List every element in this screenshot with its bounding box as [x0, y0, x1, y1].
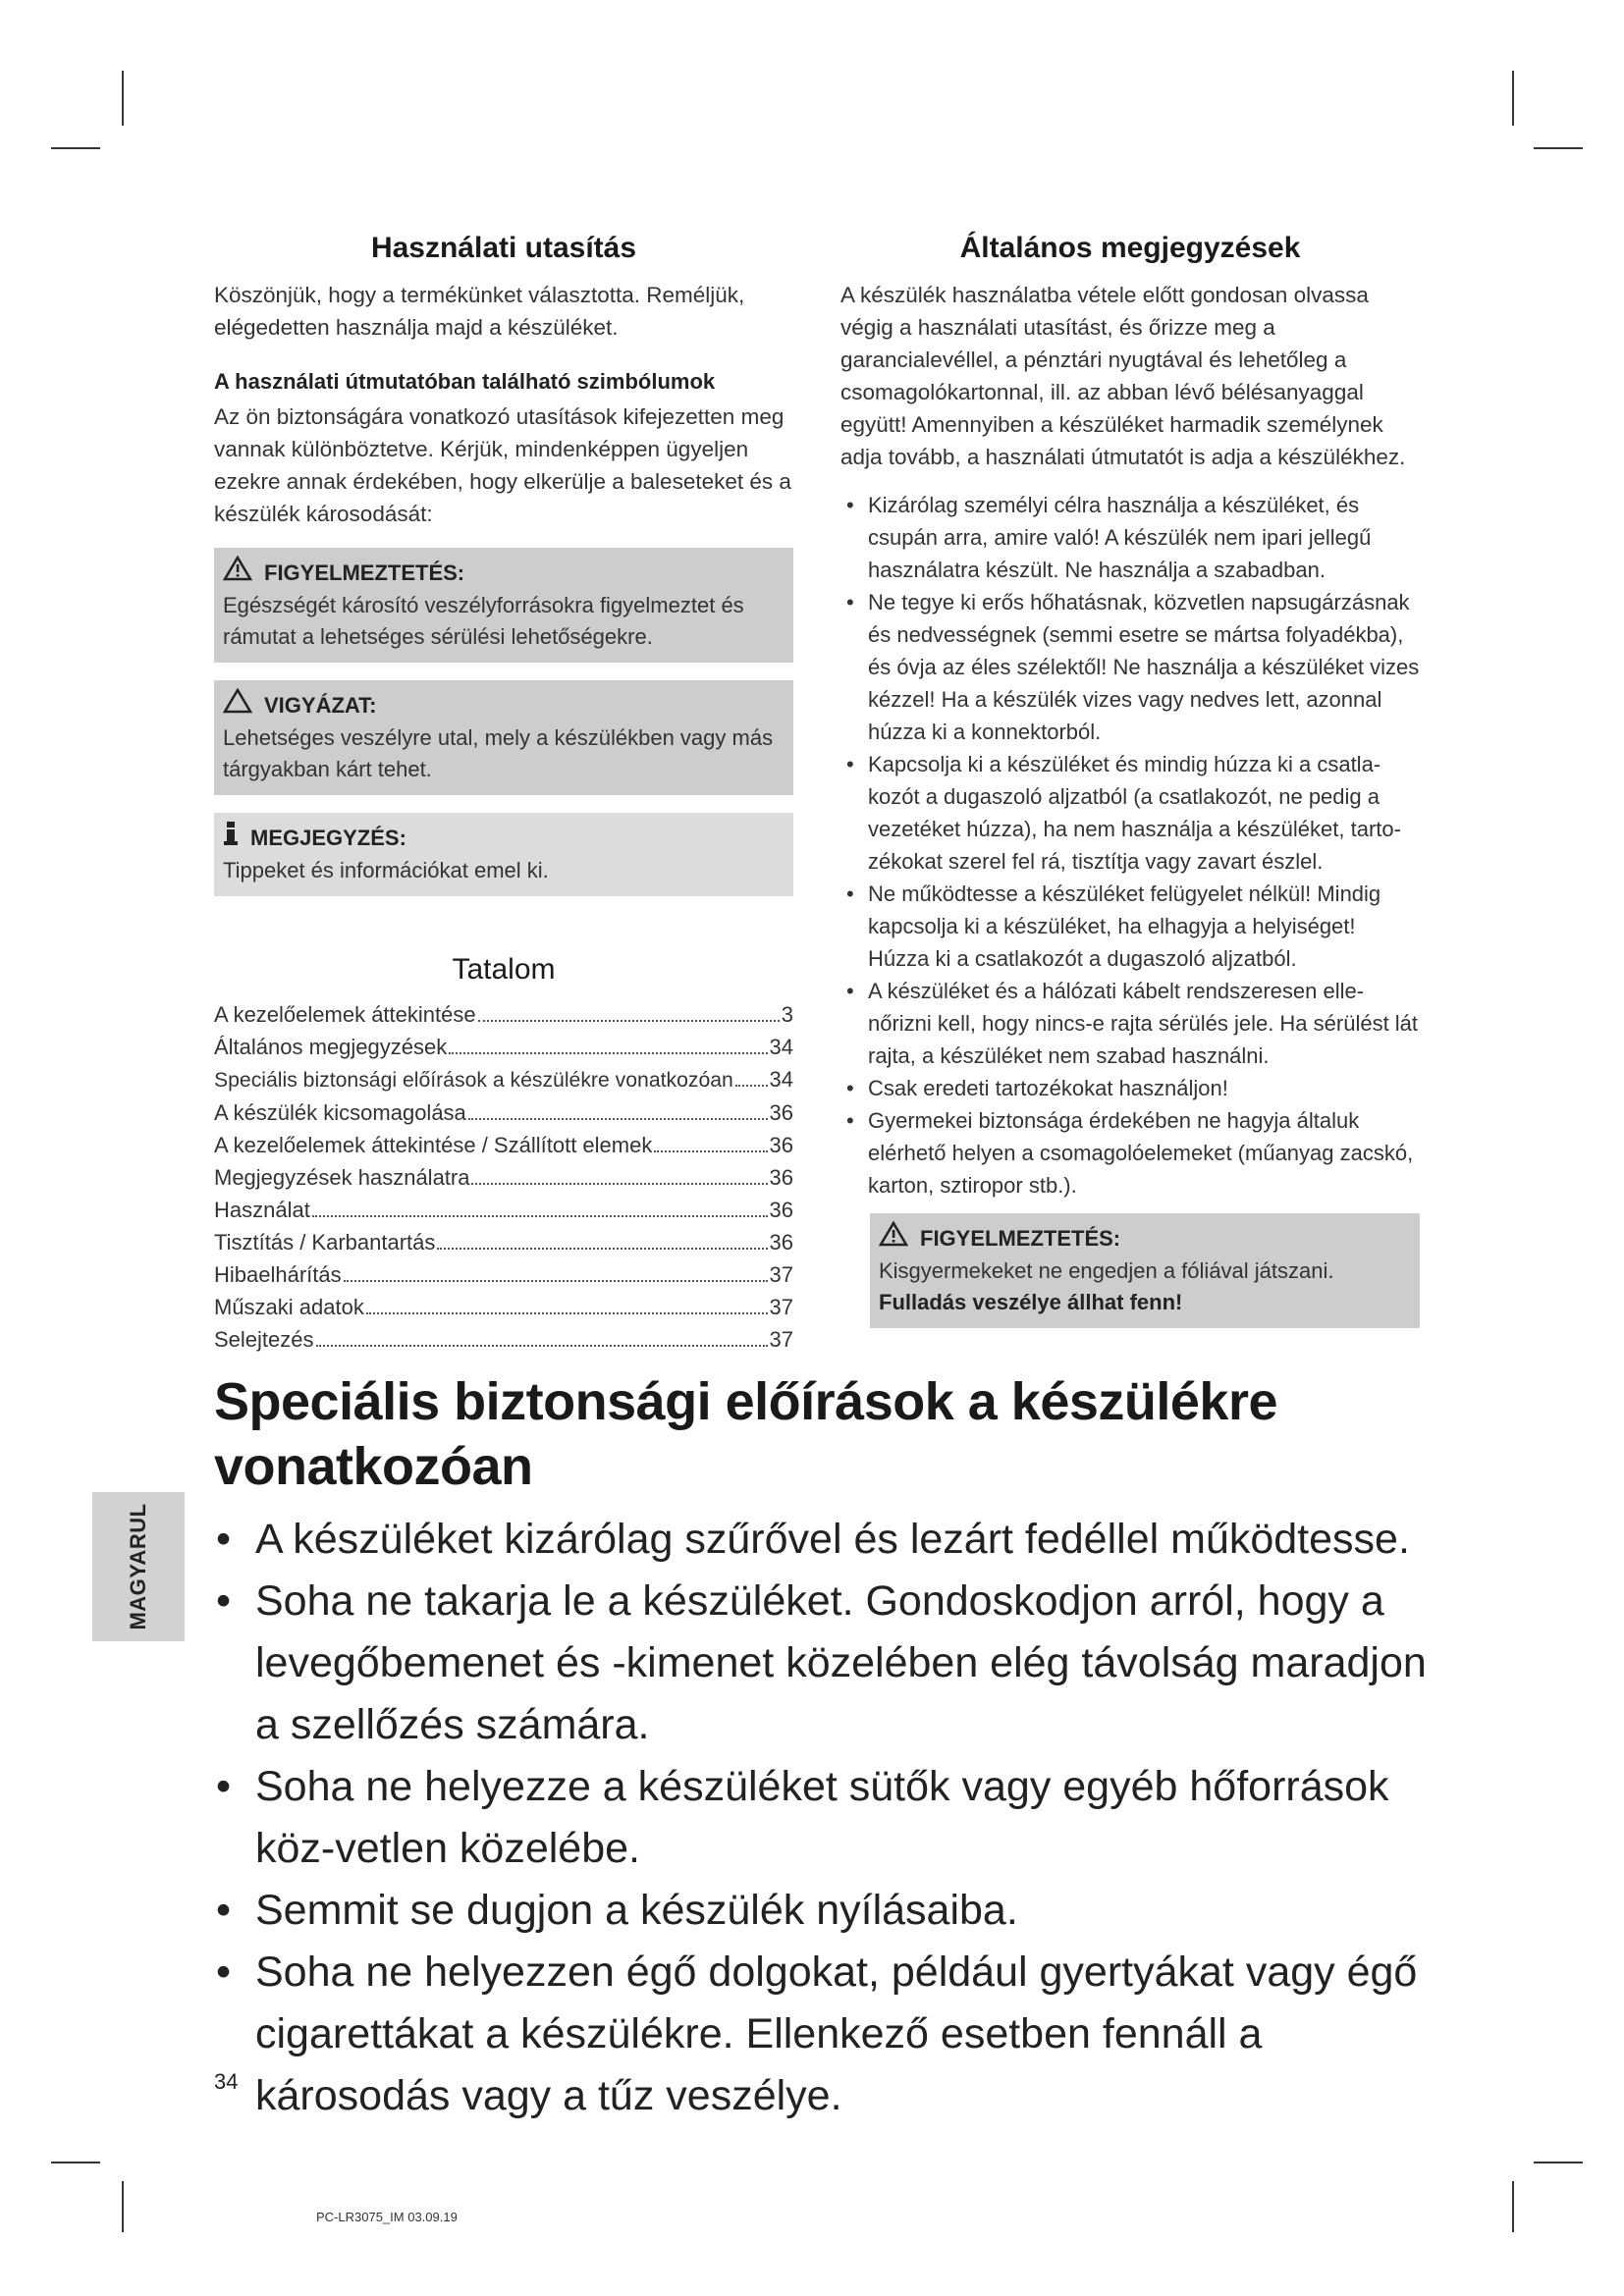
crop-mark: [122, 2181, 124, 2232]
toc-row-title: Általános megjegyzések: [214, 1035, 448, 1059]
left-column: [214, 232, 793, 1356]
list-item: • A készüléket és a hálózati kábelt rendszeresen elle-nőrizni kell, hogy nincs-e rajta sérülés jele. Ha sérülést lát rajta, a készüléket nem szabad használni.: [840, 975, 1420, 1072]
foil-warning-box: [870, 1213, 1420, 1328]
toc-row-page: 36: [769, 1100, 793, 1125]
foil-warning-label: FIGYELMEZTETÉS:: [920, 1225, 1121, 1251]
warning-text: Egészségét károsító veszélyforrásokra figyelmeztet és rámutat a lehetséges sérülési lehetőségekre.: [223, 593, 744, 649]
list-item: • Soha ne helyezze a készüléket sütők vagy egyéb hőforrások köz-vetlen közelébe.: [214, 1756, 1432, 1880]
toc-row-title: Hibaelhárítás: [214, 1262, 342, 1287]
caution-triangle-icon: [223, 688, 252, 722]
list-item: • Soha ne helyezzen égő dolgokat, például gyertyákat vagy égő cigarettákat a készülékre. Ellenkező esetben fennáll a károsodás vagy a tűz veszélye.: [214, 1942, 1432, 2127]
symbols-heading: A használati útmutatóban található szimbólumok: [214, 369, 716, 394]
note-label: MEGJEGYZÉS:: [250, 825, 406, 850]
crop-mark: [1512, 71, 1514, 126]
toc-title: Tatalom: [452, 953, 556, 986]
toc-row-title: Megjegyzések használatra: [214, 1165, 470, 1190]
toc-row[interactable]: [214, 1258, 793, 1291]
toc-row-title: A készülék kicsomagolása: [214, 1100, 466, 1125]
foil-warning-bold-text: Fulladás veszélye állhat fenn!: [879, 1290, 1183, 1314]
general-notes-title: Általános megjegyzések: [959, 232, 1301, 264]
toc-row[interactable]: [214, 1096, 793, 1129]
toc-row[interactable]: [214, 1129, 793, 1161]
crop-mark: [1534, 147, 1583, 149]
list-item: • Kapcsolja ki a készüléket és mindig húzza ki a csatla-kozót a dugaszoló aljzatból (a csatlakozót, ne pedig a vezetéket húzza), ha nem használja a készüléket, tarto-zékokat szerel fel rá, tisztítja vagy zavart észlel.: [840, 748, 1420, 878]
list-item: • Soha ne takarja le a készüléket. Gondoskodjon arról, hogy a levegőbemenet és -kimenet közelében elég távolság maradjon a szellőzés számára.: [214, 1571, 1432, 1756]
toc-row[interactable]: [214, 1161, 793, 1194]
warning-label: FIGYELMEZTETÉS:: [264, 560, 465, 585]
toc-leader: [468, 1118, 768, 1120]
crop-mark: [51, 147, 100, 149]
toc-row-title: Speciális biztonsági előírások a készülékre vonatkozóan: [214, 1069, 733, 1092]
toc-row-title: Használat: [214, 1198, 310, 1222]
list-item: • Gyermekei biztonsága érdekében ne hagyja általuk elérhető helyen a csomagolóelemeket (műanyag zacskó, karton, sztiropor stb.).: [840, 1104, 1420, 1201]
toc-leader: [316, 1345, 768, 1347]
toc-row-page: 37: [769, 1327, 793, 1352]
toc-row-page: 37: [769, 1262, 793, 1287]
warning-triangle-icon: [879, 1221, 908, 1255]
toc-row-page: 34: [769, 1067, 793, 1092]
toc-leader: [449, 1052, 767, 1054]
caution-text: Lehetséges veszélyre utal, mely a készülékben vagy más tárgyakban kárt tehet.: [223, 725, 774, 781]
general-notes-list: [840, 489, 1420, 1201]
toc-row-page: 37: [769, 1295, 793, 1319]
language-tab-label: MAGYARUL: [126, 1503, 150, 1630]
crop-mark: [51, 2162, 100, 2163]
toc-leader: [654, 1150, 767, 1152]
toc-row-page: 36: [769, 1198, 793, 1222]
caution-box: [214, 680, 793, 795]
symbols-text: Az ön biztonságára vonatkozó utasítások kifejezetten meg vannak különböztetve. Kérjük, mindenképpen ügyeljen ezekre annak érdekében, hogy elkerülje a baleseteket és a készülék károsodását:: [214, 404, 791, 526]
note-box: [214, 813, 793, 896]
crop-mark: [122, 71, 124, 126]
toc-row[interactable]: [214, 1291, 793, 1323]
toc-row-title: Selejtezés: [214, 1327, 314, 1352]
toc-row-page: 36: [769, 1165, 793, 1190]
instructions-title: Használati utasítás: [370, 232, 637, 264]
list-item: • Ne működtesse a készüléket felügyelet nélkül! Mindig kapcsolja ki a készüléket, ha elhagyja a helyiséget! Húzza ki a csatlakozót a dugaszoló aljzatból.: [840, 878, 1420, 975]
safety-section: [214, 1369, 1432, 2127]
intro-text: Köszönjük, hogy a termékünket választotta. Reméljük, elégedetten használja majd a készüléket.: [214, 283, 745, 340]
toc-row-page: 3: [781, 1002, 793, 1027]
toc-row-page: 36: [769, 1230, 793, 1255]
toc-row[interactable]: [214, 1226, 793, 1258]
toc-row[interactable]: [214, 1323, 793, 1356]
list-item: • Ne tegye ki erős hőhatásnak, közvetlen napsugárzásnak és nedvességnek (semmi esetre se mártsa folyadékba), és óvja az éles szélektől! Ne használja a készüléket vizes kézzel! Ha a készülék vizes vagy nedves lett, azonnal húzza ki a konnektorból.: [840, 586, 1420, 748]
general-notes-intro: A készülék használatba vétele előtt gondosan olvassa végig a használati utasítást, és őrizze meg a garancialevéllel, a pénztári nyugtával és lehetőleg a csomagolókartonnal, ill. az abban lévő bélésanyaggal együtt! Amennyiben a készüléket harmadik személynek adja tovább, a használati útmutatót is adja a készülékhez.: [840, 283, 1406, 469]
list-item: • Kizárólag személyi célra használja a készüléket, és csupán arra, amire való! A készülék nem ipari jellegű használatra készült. Ne használja a szabadban.: [840, 489, 1420, 586]
toc-leader: [437, 1248, 767, 1250]
page-number: 34: [214, 2069, 239, 2094]
table-of-contents: [214, 998, 793, 1356]
toc-leader: [478, 1020, 780, 1022]
toc-row-title: Műszaki adatok: [214, 1295, 364, 1319]
toc-row-page: 36: [769, 1133, 793, 1157]
toc-row-title: Tisztítás / Karbantartás: [214, 1230, 436, 1255]
language-tab: [92, 1492, 185, 1641]
toc-row-title: A kezelőelemek áttekintése: [214, 1002, 476, 1027]
info-icon: [223, 821, 239, 855]
toc-leader: [735, 1085, 768, 1087]
toc-leader: [366, 1312, 768, 1314]
footer-code: PC-LR3075_IM 03.09.19: [316, 2210, 458, 2224]
crop-mark: [1512, 2181, 1514, 2232]
toc-row[interactable]: [214, 1031, 793, 1063]
warning-triangle-icon: [223, 556, 252, 590]
toc-row[interactable]: [214, 998, 793, 1031]
toc-row-title: A kezelőelemek áttekintése / Szállított elemek: [214, 1133, 653, 1157]
toc-row[interactable]: [214, 1194, 793, 1226]
crop-mark: [1534, 2162, 1583, 2163]
caution-label: VIGYÁZAT:: [264, 692, 377, 718]
list-item: • Csak eredeti tartozékokat használjon!: [840, 1072, 1420, 1104]
safety-section-title: Speciális biztonsági előírások a készülékre vonatkozóan: [214, 1372, 1277, 1496]
safety-list: [214, 1509, 1432, 2127]
right-column: [840, 232, 1420, 1328]
warning-box: [214, 548, 793, 663]
foil-warning-text: Kisgyermekeket ne engedjen a fóliával játszani.: [879, 1258, 1334, 1283]
list-item: • Semmit se dugjon a készülék nyílásaiba.: [214, 1880, 1432, 1942]
toc-leader: [471, 1183, 767, 1185]
toc-row-page: 34: [769, 1035, 793, 1059]
note-text: Tippeket és információkat emel ki.: [223, 858, 549, 882]
toc-row[interactable]: [214, 1063, 793, 1096]
toc-leader: [344, 1280, 768, 1282]
toc-leader: [312, 1215, 768, 1217]
list-item: • A készüléket kizárólag szűrővel és lezárt fedéllel működtesse.: [214, 1509, 1432, 1571]
